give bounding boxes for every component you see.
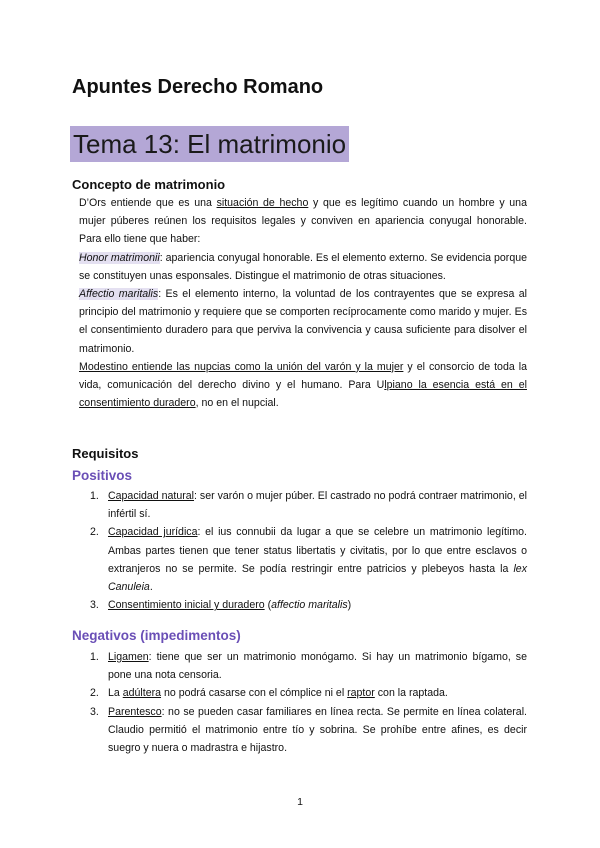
paragraph-honor-matrimonii: Honor matrimonii: apariencia conyugal honorable. Es el elemento externo. Se evidencia porque se constituyen unas esponsales. Distingue el matrimonio de otras situaciones.: [79, 251, 528, 282]
paragraph-dors: D’Ors entiende que es una situación de hecho y que es legítimo cuando un hombre y una mujer púberes reúnen los requisitos legales y conviven en apariencia conyugal honorable. Para ello tiene que haber:: [79, 197, 527, 246]
list-item: 1. Capacidad natural: ser varón o mujer púber. El castrado no podrá contraer matrimonio, el infértil sí.: [90, 490, 527, 521]
list-item: 3. Consentimiento inicial y duradero (affectio maritalis): [90, 599, 352, 612]
positivos-heading: Positivos: [72, 468, 133, 483]
affectio-maritalis-term: Affectio maritalis: [79, 288, 159, 301]
negativos-heading: Negativos (impedimentos): [72, 628, 241, 643]
positivos-list: [90, 487, 527, 614]
situacion-de-hecho-term: situación de hecho: [216, 197, 309, 209]
document-title: Apuntes Derecho Romano: [72, 76, 324, 98]
honor-matrimonii-term: Honor matrimonii: [79, 251, 160, 264]
list-item: 2. Capacidad jurídica: el ius connubii da lugar a que se celebre un matrimonio legítimo. Ambas partes tienen que tener status libertatis y civitatis, por lo que entre esclavos o extranjeros no se permite. Se podía restringir entre patricios y plebeyos hasta la lex Canuleia.: [90, 526, 527, 594]
list-item: 2. La adúltera no podrá casarse con el cómplice ni el raptor con la raptada.: [90, 687, 448, 700]
negativos-list: [90, 648, 527, 757]
paragraph-affectio-maritalis: Affectio maritalis: Es el elemento interno, la voluntad de los contrayentes que se expresa al principio del matrimonio y requiere que se comporten recíprocamente como marido y mujer. Es el consentimiento duradero para que perviva la convivencia y causa suficiente para disolver el matrimonio.: [79, 288, 528, 355]
concepto-heading: Concepto de matrimonio: [72, 177, 226, 192]
page-number: 1: [297, 796, 303, 808]
concepto-section: [79, 194, 527, 412]
list-item: 3. Parentesco: no se pueden casar familiares en línea recta. Se permite en línea colateral. Claudio permitió el matrimonio entre tío y sobrina. Se prohíbe entre afines, es decir suegro y nuera o madrastra e hijastro.: [90, 705, 527, 755]
requisitos-heading: Requisitos: [72, 446, 139, 461]
list-item: 1. Ligamen: tiene que ser un matrimonio monógamo. Si hay un matrimonio bígamo, se pone una nota censoria.: [90, 651, 527, 682]
tema-heading: Tema 13: El matrimonio: [70, 126, 349, 162]
paragraph-modestino: Modestino entiende las nupcias como la unión del varón y la mujer y el consorcio de toda la vida, comunicación del derecho divino y el humano. Para Ulpiano la esencia está en el consentimiento duradero, no en el nupcial.: [79, 360, 527, 410]
